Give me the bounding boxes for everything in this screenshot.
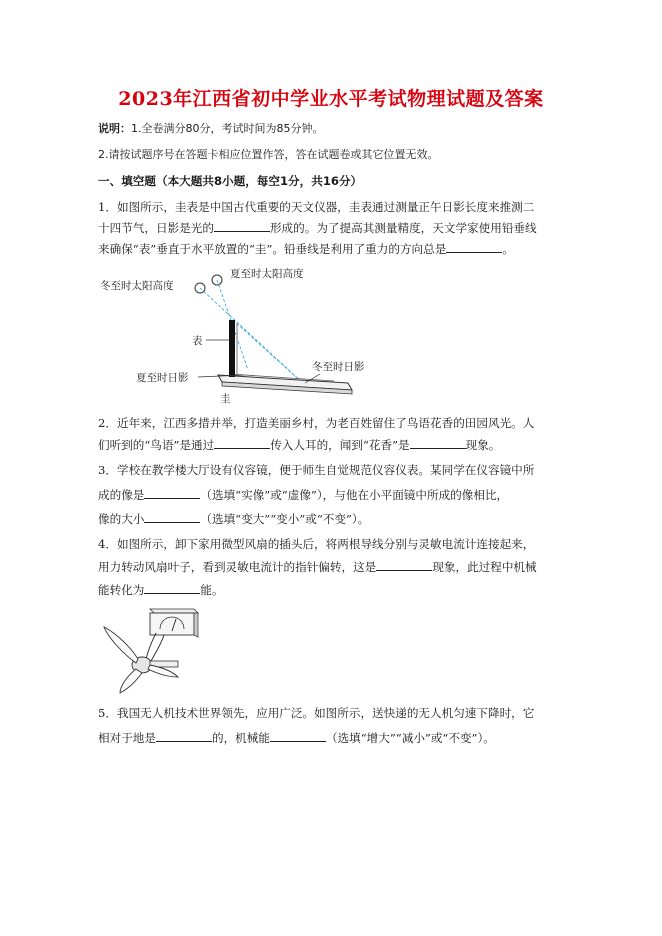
q4-line-2 [98,559,537,575]
q2-line-1: 2．近年来，江西多措并举，打造美丽乡村，为老百姓留住了鸟语花香的田园风光。人 [98,416,535,430]
label-gui: 圭 [220,393,231,405]
q3-text-a: 成的像是 [98,488,145,502]
galvanometer-icon [150,613,194,635]
label-winter-shadow: 冬至时日影 [312,361,365,373]
q3-line-2 [98,487,508,503]
q5-line-1: 5．我国无人机技术世界领先，应用广泛。如图所示，送快递的无人机匀速下降时，它 [98,706,535,720]
q3-text-b: （选填“实像”或“虚像”），与他在小平面镜中所成的像相比， [200,488,509,502]
q4-blank-1 [376,559,432,571]
q1-text-b: 形成的。为了提高其测量精度，天文学家使用铅垂线 [269,221,537,235]
q4-line-1: 4．如图所示，卸下家用微型风扇的插头后，将两根导线分别与灵敏电流计连接起来， [98,537,535,551]
q2-blank-2 [410,437,466,449]
q3-text-d: （选填“变大”“变小”或“不变”）。 [200,512,370,526]
guibiao-figure [98,262,398,408]
q3-line-3 [98,511,369,527]
galvanometer-top [150,609,198,613]
notes-line-1 [98,121,324,137]
q1-text-d: 。 [502,242,514,256]
q5-blank-2 [270,730,326,742]
q5-text-b: 的，机械能 [211,731,270,745]
fan-blade-1 [104,627,138,663]
page-title: 2023年江西省初中学业水平考试物理试题及答案 [118,88,544,110]
note-1: 1.全卷满分80分，考试时间为85分钟。 [131,122,324,135]
q4-blank-2 [144,582,200,594]
q2-text-c: 现象。 [465,438,501,452]
q3-blank-2 [144,511,200,523]
q1-blank-1 [214,220,270,232]
q4-text-b: 现象，此过程中机械 [432,560,537,574]
fan-galvanometer-figure [98,603,202,695]
q5-text-a: 相对于地是 [98,731,156,745]
q5-text-c: （选填“增大”“减小”或“不变”）。 [325,731,495,745]
label-summer-sun: 夏至时太阳高度 [230,268,304,280]
q1-line-1: 1．如图所示，圭表是中国古代重要的天文仪器，圭表通过测量正午日影长度来推测二 [98,200,535,214]
q3-text-c: 像的大小 [98,512,145,526]
q4-text-c: 能转化为 [98,583,145,597]
label-biao: 表 [192,335,203,347]
q1-text-c: 来确保“表”垂直于水平放置的“圭”。铅垂线是利用了重力的方向总是 [98,242,447,256]
label-winter-sun: 冬至时太阳高度 [100,280,174,292]
note-2: 2.请按试题序号在答题卡相应位置作答，答在试题卷或其它位置无效。 [98,148,439,161]
biao-pole [229,320,235,377]
q1-line-2 [98,220,537,236]
q1-blank-2 [446,241,502,253]
q5-line-2 [98,730,495,746]
q2-text-b: 传入人耳的，闻到“花香”是 [270,438,410,452]
label-summer-shadow: 夏至时日影 [136,372,189,384]
q3-line-1: 3．学校在教学楼大厅设有仪容镜，便于师生自觉规范仪容仪表。某同学在仪容镜中所 [98,463,535,477]
q5-blank-1 [156,730,212,742]
wire-2-line [150,635,164,663]
q2-text-a: 们听到的“鸟语”是通过 [98,438,215,452]
q2-line-2 [98,437,500,453]
q1-line-3 [98,241,514,257]
notes-label: 说明： [98,122,131,135]
q3-blank-1 [144,487,200,499]
fan-blade-2 [120,669,142,693]
q2-blank-1 [214,437,270,449]
q4-text-a: 用力转动风扇叶子，看到灵敏电流计的指针偏转，这是 [98,560,377,574]
galvanometer-side [194,613,198,637]
q1-text-a: 十四节气，日影是光的 [98,221,214,235]
section-heading: 一、填空题（本大题共8小题，每空1分，共16分） [98,174,363,188]
q4-text-d: 能。 [200,583,224,597]
q4-line-3 [98,582,224,598]
